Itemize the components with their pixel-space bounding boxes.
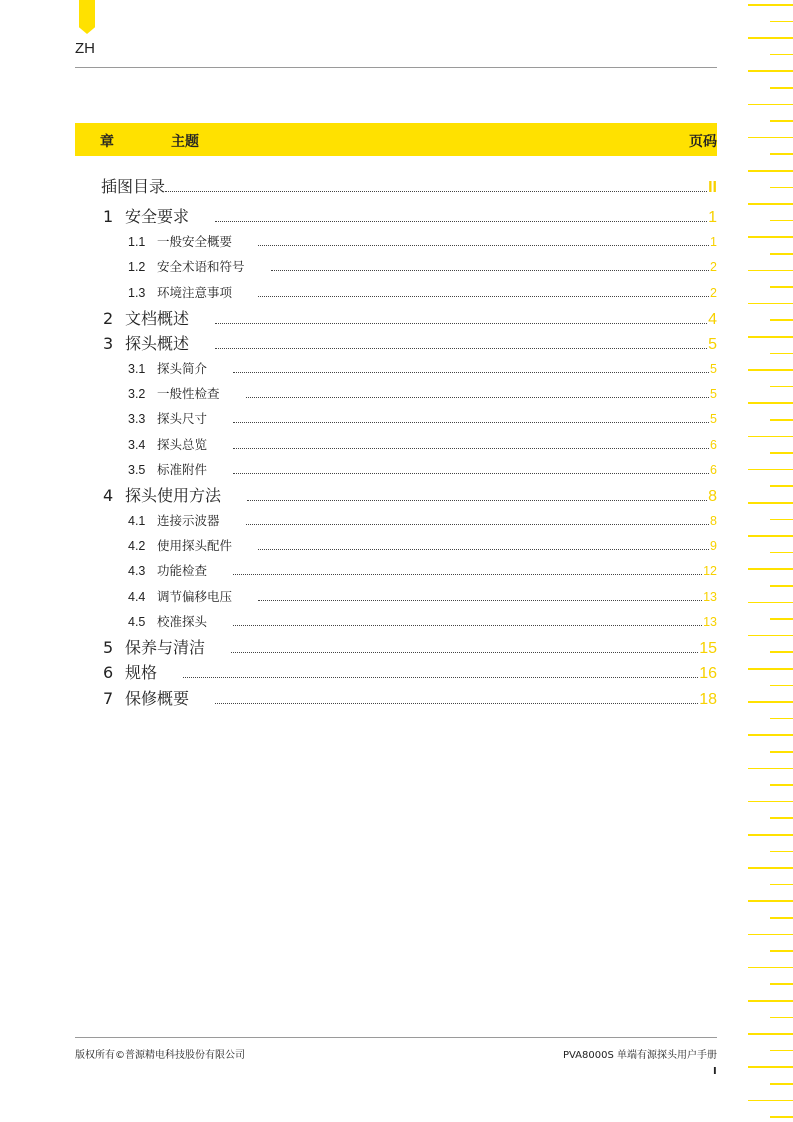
edge-mark (748, 867, 793, 869)
edge-mark (748, 934, 793, 936)
edge-mark (748, 270, 793, 272)
edge-mark (748, 734, 793, 736)
edge-mark (748, 104, 793, 106)
toc-leader (246, 384, 711, 402)
toc-entry-page: 4 (708, 311, 717, 328)
edge-mark (748, 236, 793, 238)
toc-entry-title: 探头使用方法 (125, 486, 222, 505)
edge-mark (770, 552, 793, 554)
toc-leader (233, 359, 710, 377)
edge-mark (770, 983, 793, 985)
toc-entry-number: 2 (103, 309, 114, 328)
toc-entry-number: 3 (103, 334, 114, 353)
toc-leader (258, 587, 703, 605)
toc-entry-page: 9 (710, 539, 717, 553)
toc-leader (258, 283, 710, 301)
page-number: I (713, 1066, 717, 1077)
edge-mark (770, 54, 793, 56)
toc-entry[interactable] (128, 460, 717, 478)
toc-entry[interactable] (128, 587, 717, 605)
toc-leader (183, 660, 699, 683)
edge-mark (748, 602, 793, 604)
toc-leader (231, 635, 699, 658)
edge-mark (770, 485, 793, 487)
toc-entry-title: 连接示波器 (157, 513, 220, 528)
toc-entry[interactable] (128, 384, 717, 402)
edge-mark (748, 303, 793, 305)
language-label: ZH (75, 40, 95, 57)
toc-entry[interactable] (103, 635, 717, 658)
edge-mark (748, 967, 793, 969)
toc-leader (233, 561, 703, 579)
toc-entry-number: 4 (103, 486, 114, 505)
toc-entry-number: 4.2 (128, 539, 146, 553)
toc-entry-title: 规格 (125, 663, 158, 682)
toc-entry-page: 1 (710, 235, 717, 249)
edge-mark (748, 170, 793, 172)
toc-entry-page: 15 (699, 640, 717, 657)
toc-entry[interactable] (128, 612, 717, 630)
edge-mark (770, 187, 793, 189)
toc-entry-title: 安全要求 (125, 207, 190, 226)
toc-entry-page: 5 (708, 336, 717, 353)
edge-mark (770, 87, 793, 89)
toc-leader (215, 306, 708, 329)
toc-entry[interactable] (128, 409, 717, 427)
toc-leader (258, 536, 710, 554)
toc-entry-page: 1 (708, 209, 717, 226)
edge-mark (748, 635, 793, 637)
edge-mark (748, 137, 793, 139)
footer-copyright: 版权所有©普源精电科技股份有限公司 (75, 1050, 245, 1061)
edge-mark (770, 884, 793, 886)
edge-mark (748, 469, 793, 471)
toc-entry-title: 调节偏移电压 (157, 589, 233, 604)
toc-entry-number: 4.4 (128, 590, 146, 604)
toc-entry[interactable] (128, 283, 717, 301)
toc-entry-page: 5 (710, 387, 717, 401)
toc-entry-number: 4.5 (128, 615, 146, 629)
toc-entry-title: 使用探头配件 (157, 538, 233, 553)
toc-entry-number: 1.2 (128, 260, 146, 274)
edge-mark (770, 1017, 793, 1019)
toc-leader (215, 331, 708, 354)
toc-entry[interactable] (128, 257, 717, 275)
toc-entry-title: 探头总览 (157, 437, 208, 452)
toc-entry-page: 18 (699, 691, 717, 708)
toc-entry-title: 保养与清洁 (125, 638, 206, 657)
toc-entry-page: 2 (710, 260, 717, 274)
toc-leader (271, 257, 711, 275)
edge-mark (770, 220, 793, 222)
toc-entry[interactable] (103, 204, 717, 227)
edge-mark (770, 917, 793, 919)
edge-mark (770, 419, 793, 421)
toc-entry-number: 6 (103, 663, 114, 682)
toc-entry-page: 2 (710, 286, 717, 300)
toc-entry-number: 3.4 (128, 438, 146, 452)
edge-mark (770, 519, 793, 521)
edge-mark (770, 452, 793, 454)
toc-entry-number: 5 (103, 638, 114, 657)
toc-entry-page: 13 (703, 590, 717, 604)
toc-entry-number: 4.3 (128, 564, 146, 578)
page-edge-marks (748, 0, 793, 1122)
toc-entry-title: 环境注意事项 (157, 285, 233, 300)
toc-header-page: 页码 (689, 134, 717, 150)
edge-mark (748, 701, 793, 703)
edge-mark (748, 502, 793, 504)
toc-entry-title: 校准探头 (157, 614, 208, 629)
toc-entry-title: 文档概述 (125, 309, 190, 328)
edge-mark (770, 319, 793, 321)
edge-mark (770, 784, 793, 786)
toc-entry[interactable] (128, 511, 717, 529)
toc-leader (215, 686, 699, 709)
toc-entry-number: 1.1 (128, 235, 146, 249)
edge-mark (748, 203, 793, 205)
toc-entry-title: 探头尺寸 (157, 411, 208, 426)
toc-entry[interactable] (128, 561, 717, 579)
toc-entry[interactable] (128, 359, 717, 377)
edge-mark (770, 585, 793, 587)
edge-mark (748, 535, 793, 537)
edge-mark (748, 668, 793, 670)
toc-entry[interactable] (103, 686, 717, 709)
edge-mark (770, 651, 793, 653)
toc-entry-number: 1 (103, 207, 114, 226)
edge-mark (748, 1066, 793, 1068)
toc-entry-number: 4.1 (128, 514, 146, 528)
edge-mark (748, 834, 793, 836)
edge-mark (770, 950, 793, 952)
edge-mark (748, 1033, 793, 1035)
toc-leader (233, 409, 710, 427)
toc-leader (165, 174, 708, 197)
toc-leader (247, 483, 708, 506)
edge-mark (770, 286, 793, 288)
toc-entry-title: 一般性检查 (157, 386, 220, 401)
toc-entry-number: 1.3 (128, 286, 146, 300)
toc-entry-page: 16 (699, 665, 717, 682)
edge-mark (748, 336, 793, 338)
toc-entry[interactable] (128, 435, 717, 453)
toc-entry-number: 3.1 (128, 362, 146, 376)
edge-mark (770, 1116, 793, 1118)
edge-mark (770, 751, 793, 753)
toc-leader (258, 232, 710, 250)
toc-leader (246, 511, 711, 529)
toc-entry-title: 功能检查 (157, 563, 208, 578)
edge-mark (748, 369, 793, 371)
toc-leader (215, 204, 708, 227)
toc-entry-title: 一般安全概要 (157, 234, 233, 249)
toc-entry[interactable] (103, 660, 717, 683)
toc-header-bar (75, 123, 717, 156)
toc-entry-number: 7 (103, 689, 114, 708)
toc-entry[interactable] (101, 174, 717, 197)
toc-entry-number: 3.2 (128, 387, 146, 401)
edge-mark (748, 4, 793, 6)
edge-mark (770, 718, 793, 720)
toc-entry-page: 5 (710, 362, 717, 376)
footer-manual-title: PVA8000S 单端有源探头用户手册 (562, 1050, 717, 1061)
toc-entry-title: 探头简介 (157, 361, 208, 376)
toc-entry-title: 插图目录 (101, 177, 166, 196)
toc-entry-page: 6 (710, 463, 717, 477)
toc-entry[interactable] (128, 232, 717, 250)
toc-entry-title: 探头概述 (125, 334, 190, 353)
edge-mark (770, 253, 793, 255)
toc-entry-title: 安全术语和符号 (157, 259, 245, 274)
edge-mark (770, 1083, 793, 1085)
toc-entry-number: 3.5 (128, 463, 146, 477)
edge-mark (770, 851, 793, 853)
toc-entry-title: 标准附件 (157, 462, 208, 477)
footer-divider (75, 1037, 717, 1038)
toc-entry-page: 8 (710, 514, 717, 528)
toc-entry[interactable] (128, 536, 717, 554)
edge-mark (748, 70, 793, 72)
edge-mark (748, 1000, 793, 1002)
toc-entry-page: 6 (710, 438, 717, 452)
toc-entry-page: 8 (708, 488, 717, 505)
header-divider (75, 67, 717, 68)
edge-mark (770, 153, 793, 155)
toc-entry-number: 3.3 (128, 412, 146, 426)
edge-mark (770, 1050, 793, 1052)
edge-mark (748, 900, 793, 902)
toc-entry-page: 13 (703, 615, 717, 629)
toc-leader (233, 460, 710, 478)
edge-mark (770, 353, 793, 355)
edge-mark (748, 768, 793, 770)
edge-mark (770, 685, 793, 687)
toc-header-chapter: 章 (100, 134, 114, 150)
toc-entry[interactable] (103, 483, 717, 506)
toc-entry[interactable] (103, 306, 717, 329)
edge-mark (748, 801, 793, 803)
toc-entry-page: 5 (710, 412, 717, 426)
toc-entry-title: 保修概要 (125, 689, 190, 708)
edge-mark (770, 120, 793, 122)
toc-entry[interactable] (103, 331, 717, 354)
edge-mark (748, 1100, 793, 1102)
edge-mark (770, 386, 793, 388)
edge-mark (770, 618, 793, 620)
toc-leader (233, 435, 710, 453)
edge-mark (748, 568, 793, 570)
toc-leader (233, 612, 703, 630)
edge-mark (748, 402, 793, 404)
edge-mark (748, 37, 793, 39)
toc-header-topic: 主题 (171, 134, 199, 150)
edge-mark (748, 436, 793, 438)
edge-mark (770, 21, 793, 23)
toc-entry-page: 12 (703, 564, 717, 578)
toc-entry-page: II (708, 179, 717, 196)
chapter-tab-marker (79, 0, 95, 34)
edge-mark (770, 817, 793, 819)
